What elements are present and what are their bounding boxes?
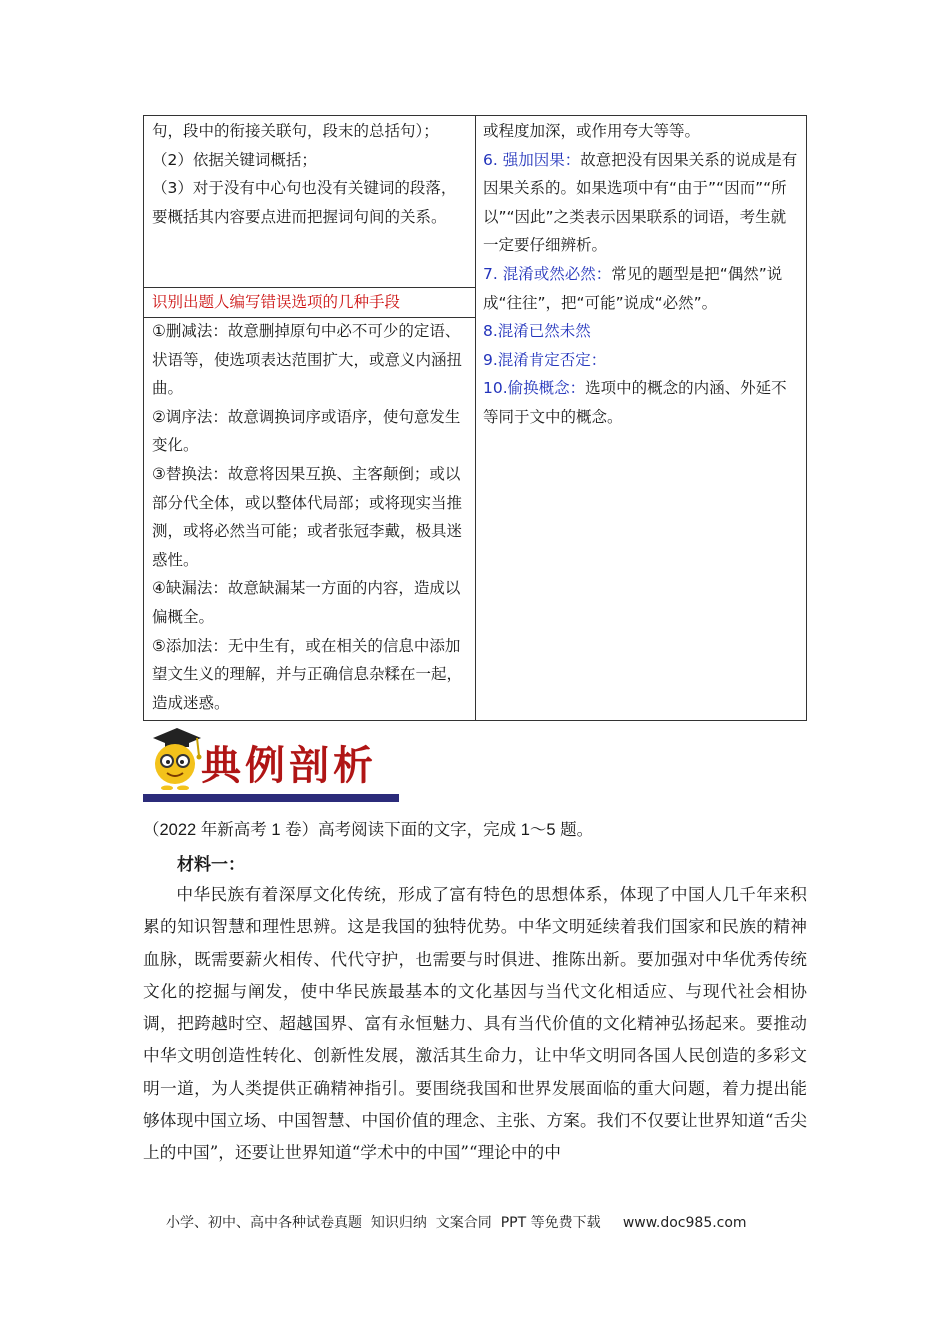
wrong-option-heading: 识别出题人编写错误选项的几种手段 bbox=[152, 293, 401, 311]
method-table bbox=[143, 115, 807, 721]
table-text: 故意把没有因果关系的说成是有因果关系的。如果选项中有“由于”“因而”“所以”“因此”之类表示因果联系的词语，考生就一定要仔细辨析。 bbox=[483, 150, 798, 255]
error-type-10 bbox=[483, 374, 801, 431]
banner-title: 典例剖析 bbox=[201, 742, 377, 789]
error-type-label: 10.偷换概念： bbox=[483, 379, 586, 398]
passage-paragraph: 中华民族有着深厚文化传统，形成了富有特色的思想体系，体现了中国人几千年来积累的知识智慧和理性思辨。这是我国的独特优势。中华文明延续着我们国家和民族的精神血脉，既需要薪火相传、代代守护，也需要与时俱进、推陈出新。要加强对中华优秀传统文化的挖掘与阐发，使中华民族最基本的文化基因与当代文化相适应、与现代社会相协调，把跨越时空、超越国界、富有永恒魅力、具有当代价值的文化精神弘扬起来。要推动中华文明创造性转化、创新性发展，激活其生命力，让中华文明同各国人民创造的多彩文明一道，为人类提供正确精神指引。要围绕我国和世界发展面临的重大问题，着力提出能够体现中国立场、中国智慧、中国价值的理念、主张、方案。我们不仅要让世界知道“舌尖上的中国”，还要让世界知道“学术中的中国”“理论中的中 bbox=[143, 884, 807, 1163]
question-source: （2022 年新高考 1 卷）高考阅读下面的文字，完成 1～5 题。 bbox=[143, 821, 594, 839]
table-text: （2）依据关键词概括； bbox=[152, 150, 317, 169]
table-divider bbox=[475, 116, 476, 720]
table-text: ③替换法：故意将因果互换、主客颠倒；或以部分代全体，或以整体代局部；或将现实当推测，或将必然当可能；或者张冠李戴，极具迷惑性。 bbox=[152, 464, 463, 569]
wrong-option-methods-cell bbox=[152, 317, 470, 717]
reading-passage bbox=[143, 878, 807, 1169]
scholar-mascot-icon bbox=[147, 726, 203, 790]
error-type-7 bbox=[483, 260, 801, 317]
table-text: 句，段中的衔接关联句，段末的总括句）； bbox=[152, 122, 439, 140]
table-text: ⑤添加法：无中生有，或在相关的信息中添加望文生义的理解，并与正确信息杂糅在一起，造成迷惑。 bbox=[152, 636, 463, 712]
error-type-8: 8.混淆已然未然 bbox=[483, 322, 591, 341]
table-text: ①删减法：故意删掉原句中必不可少的定语、状语等，使选项表达范围扩大，或意义内涵扭曲。 bbox=[152, 322, 463, 398]
table-text: ②调序法：故意调换词序或语序，使句意发生变化。 bbox=[152, 407, 461, 455]
example-banner bbox=[143, 722, 399, 802]
table-text: 常见的题型是把“偶然”说成“往往”，把“可能”说成“必然”。 bbox=[483, 264, 783, 312]
page-footer: 小学、初中、高中各种试卷真题 知识归纳 文案合同 PPT 等免费下载 www.doc985.com bbox=[166, 1215, 747, 1231]
error-type-6 bbox=[483, 146, 801, 260]
error-type-label: 6. 强加因果： bbox=[483, 150, 581, 169]
error-type-label: 7. 混淆或然必然： bbox=[483, 264, 612, 283]
material-title: 材料一： bbox=[177, 855, 245, 875]
table-text: ④缺漏法：故意缺漏某一方面的内容，造成以偏概全。 bbox=[152, 579, 461, 626]
error-type-9: 9.混淆肯定否定： bbox=[483, 350, 607, 369]
table-text: 或程度加深，或作用夸大等等。 bbox=[483, 122, 701, 140]
error-types-cell bbox=[483, 117, 801, 432]
summary-methods-cell bbox=[152, 117, 470, 231]
table-text: （3）对于没有中心句也没有关键词的段落，要概括其内容要点进而把握词句间的关系。 bbox=[152, 179, 457, 226]
banner-underline bbox=[143, 794, 399, 802]
table-text: 选项中的概念的内涵、外延不等同于文中的概念。 bbox=[483, 379, 787, 426]
